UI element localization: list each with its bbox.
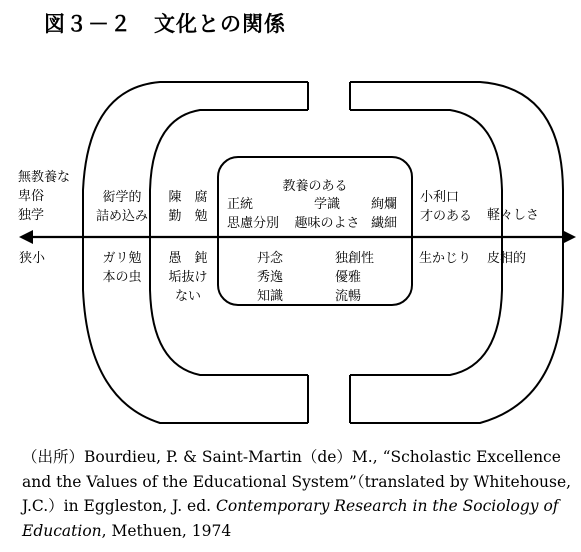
label-inner-lower-left: 丹念 秀逸 知識 xyxy=(257,251,284,304)
figure-title: 図３－２ 文化との関係 xyxy=(44,12,286,36)
label-middle-upper-left: 陳 腐 勤 勉 xyxy=(168,190,208,224)
label-middle-lower-left: 愚 鈍 垢抜け ない xyxy=(168,251,208,304)
citation-authors: Bourdieu, P. & Saint-Martin（de）M., “Scholastic Excellence and the Values of the Educational System”（translated by Whitehouse, J.C.）in Eggleston, J. ed. xyxy=(22,448,572,515)
label-left-lower: 狭小 xyxy=(19,251,46,266)
label-middle-lower-right: 生かじり xyxy=(419,251,472,266)
label-inner-upper-center: 学識 趣味のよさ xyxy=(294,197,360,231)
middle-boundary xyxy=(150,110,502,375)
label-outer-lower-left: ガリ勉 本の虫 xyxy=(102,251,142,285)
label-outer-upper-left: 衒学的 詰め込み xyxy=(95,190,148,224)
label-outer-lower-right: 皮相的 xyxy=(487,251,527,266)
axis-arrow-left xyxy=(19,230,33,244)
citation-book-title: Contemporary Research in the Sociology of Education xyxy=(22,497,559,540)
citation-publisher-year: , Methuen, 1974 xyxy=(101,521,232,540)
label-inner-top: 教養のある xyxy=(282,179,348,194)
label-inner-lower-right: 独創性 優雅 流暢 xyxy=(335,251,375,304)
citation-source-label: （出所） xyxy=(22,448,85,466)
label-outer-upper-right: 軽々しさ xyxy=(487,208,540,223)
axis-arrow-right xyxy=(562,230,576,244)
source-citation xyxy=(22,445,574,543)
label-left-upper: 無教養な 卑俗 独学 xyxy=(18,170,71,223)
label-inner-upper-right: 絢爛 繊細 xyxy=(371,197,398,231)
label-inner-upper-left: 正統 思慮分別 xyxy=(227,197,280,231)
label-middle-upper-right: 小利口 才のある xyxy=(420,190,473,224)
